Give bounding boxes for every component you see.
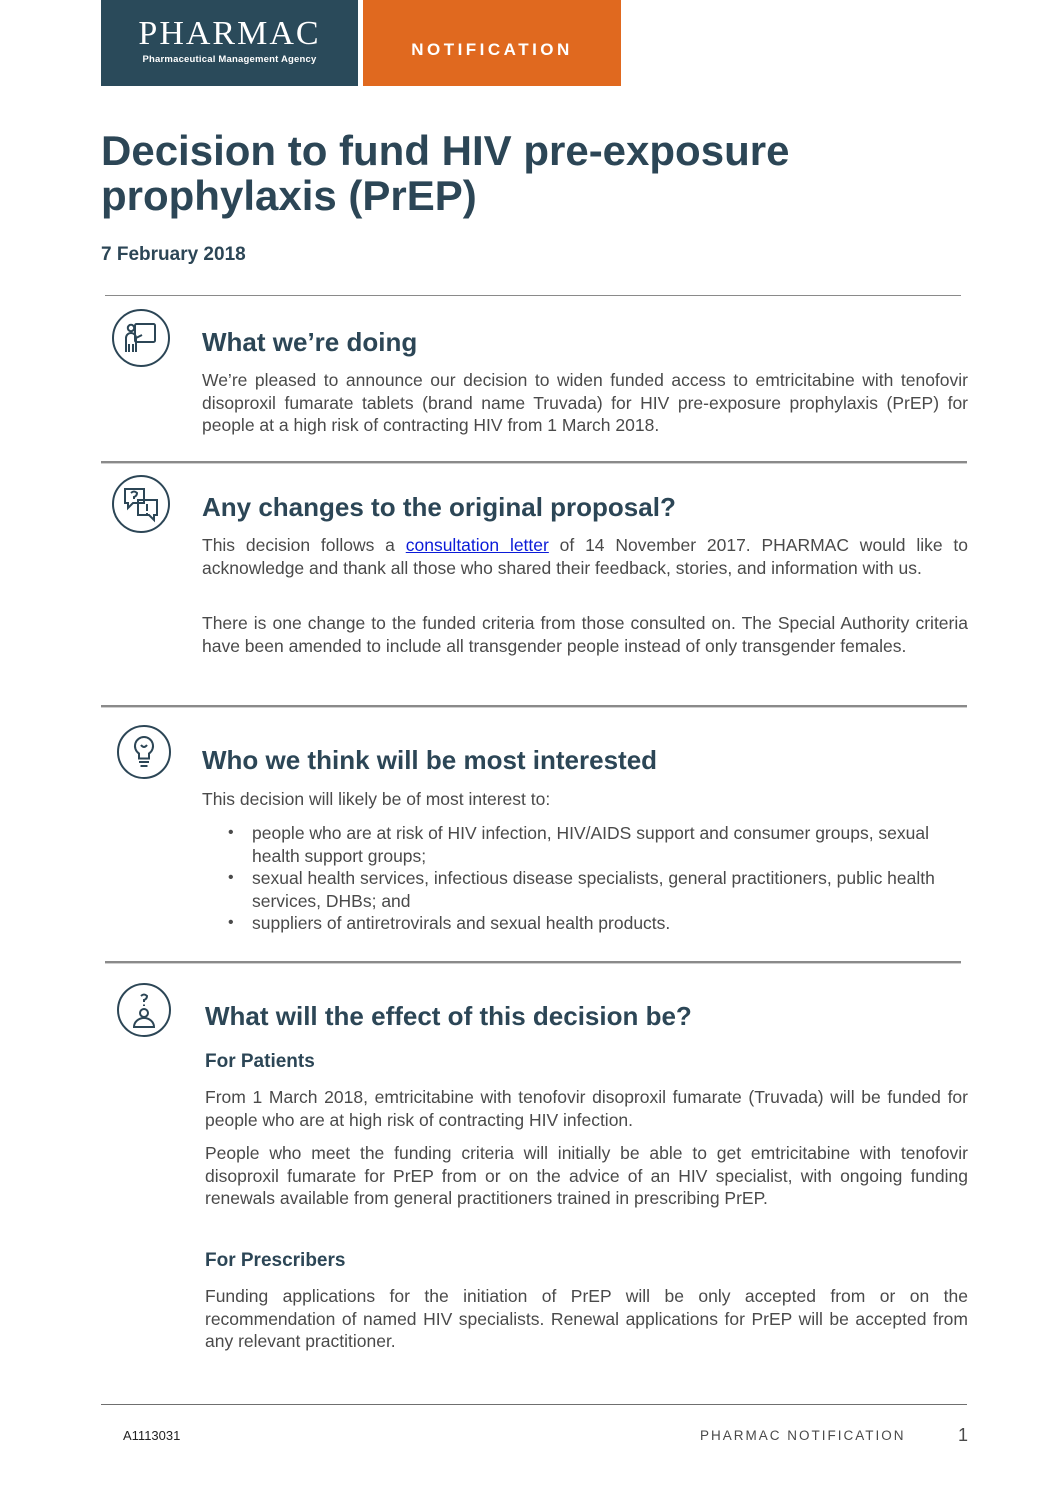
paragraph-text: This decision follows a: [202, 535, 406, 555]
interested-parties-list: [202, 822, 968, 935]
list-item: • people who are at risk of HIV infection, HIV/AIDS support and consumer groups, sexual health support groups;: [202, 822, 968, 867]
footer-divider: [101, 1404, 967, 1405]
section-heading: What will the effect of this decision be?: [205, 1001, 692, 1031]
lightbulb-icon: [114, 722, 174, 782]
page-number: 1: [958, 1425, 969, 1445]
consultation-letter-link[interactable]: consultation letter: [405, 535, 549, 555]
logo-tagline: Pharmaceutical Management Agency: [142, 54, 317, 65]
section-paragraph: [202, 534, 968, 579]
speech-bubbles-icon: [111, 474, 171, 534]
document-id: A1113031: [123, 1428, 181, 1443]
presenter-icon: [111, 308, 171, 368]
divider: [101, 705, 967, 707]
paragraph-text: of 14 November 2017. PHARMAC would like to acknowledge and thank all those who shared their feedback, stories, and information with us.: [202, 535, 968, 578]
notification-label: NOTIFICATION: [411, 40, 573, 59]
publish-date: 7 February 2018: [101, 244, 246, 265]
section-intro: This decision will likely be of most interest to:: [202, 789, 551, 809]
section-paragraph: Funding applications for the initiation of PrEP will be only accepted from or on the recommendation of named HIV specialists. Renewal applications for PrEP will be accepted from any relevant practitioner.: [205, 1286, 968, 1351]
section-heading: Any changes to the original proposal?: [202, 492, 676, 522]
section-paragraph: We’re pleased to announce our decision to widen funded access to emtricitabine with tenofovir disoproxil fumarate tablets (brand name Truvada) for HIV pre-exposure prophylaxis (PrEP) for people at a high risk of contracting HIV from 1 March 2018.: [202, 370, 968, 435]
section-paragraph: People who meet the funding criteria will initially be able to get emtricitabine with tenofovir disoproxil fumarate for PrEP from or on the advice of an HIV specialist, with ongoing funding renewals available from general practitioners trained in prescribing PrEP.: [205, 1143, 968, 1208]
section-heading: What we’re doing: [202, 327, 418, 357]
section-paragraph: There is one change to the funded criteria from those consulted on. The Special Authority criteria have been amended to include all transgender people instead of only transgender females.: [202, 613, 968, 656]
divider: [105, 961, 961, 963]
pharmac-logo: [101, 0, 358, 86]
section-paragraph: From 1 March 2018, emtricitabine with tenofovir disoproxil fumarate (Truvada) will be funded for people who are at high risk of contracting HIV infection.: [205, 1087, 968, 1130]
footer-label: PHARMAC NOTIFICATION: [700, 1428, 906, 1443]
subsection-heading: For Prescribers: [205, 1250, 346, 1271]
logo-name: PHARMAC: [138, 15, 321, 52]
list-item: • suppliers of antiretrovirals and sexual health products.: [202, 912, 968, 935]
divider: [105, 295, 961, 296]
section-heading: Who we think will be most interested: [202, 745, 658, 775]
subsection-heading: For Patients: [205, 1051, 315, 1072]
person-question-icon: [114, 980, 174, 1040]
list-item: • sexual health services, infectious disease specialists, general practitioners, public health services, DHBs; and: [202, 867, 968, 912]
notification-badge: [363, 0, 621, 86]
divider: [101, 461, 967, 463]
page-title: Decision to fund HIV pre-exposure prophylaxis (PrEP): [101, 127, 790, 219]
